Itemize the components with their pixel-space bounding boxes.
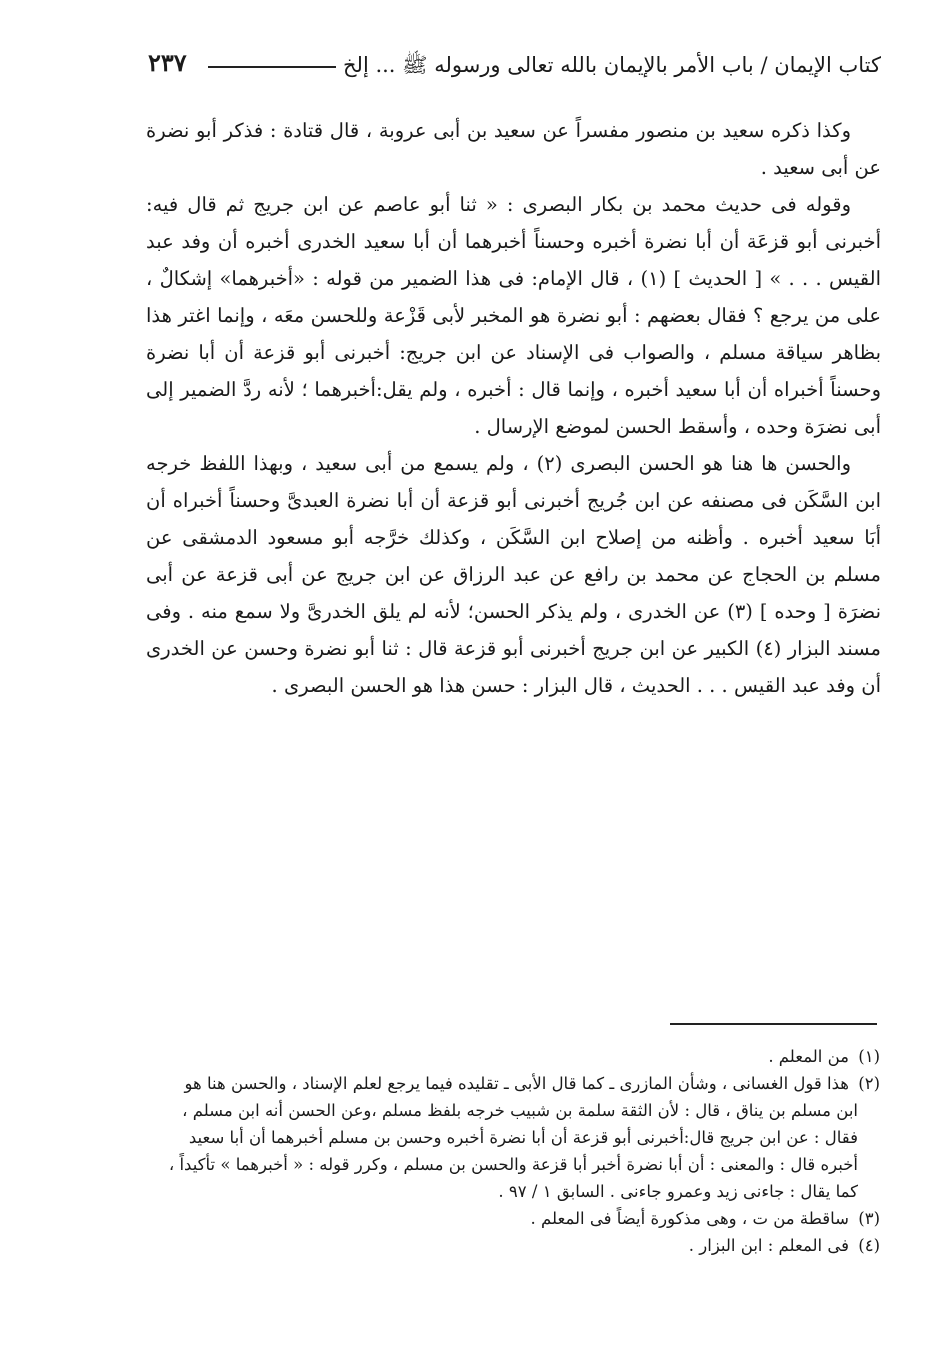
footnote-text: ساقطة من ت ، وهى مذكورة أيضاً فى المعلم . <box>530 1209 849 1228</box>
footnote-2-line-5: كما يقال : جاءنى زيد وعمرو جاءنى . السابق ١ / ٩٧ . <box>498 1182 858 1201</box>
footnote-2-line-3: فقال : عن ابن جريج قال:أخبرنى أبو قزعة أن أبا نضرة أخبره وحسن بن مسلم أخبرهما أن أبا سعيد <box>188 1128 858 1147</box>
footnote-number: (٤) <box>858 1236 880 1255</box>
footnote-number: (٣) <box>858 1209 880 1228</box>
main-text <box>146 112 881 704</box>
paragraph-1: وكذا ذكره سعيد بن منصور مفسراً عن سعيد بن أبى عروبة ، قال قتادة : فذكر أبو نضرة عن أبى سعيد . <box>146 119 881 179</box>
footnote-4 <box>120 1232 880 1259</box>
footnote-3 <box>120 1205 880 1232</box>
footnote-number: (٢) <box>858 1074 880 1093</box>
footnote-number: (١) <box>858 1047 880 1066</box>
paragraph-3: والحسن ها هنا هو الحسن البصرى (٢) ، ولم يسمع من أبى سعيد ، وبهذا اللفظ خرجه ابن السَّكَن فى مصنفه عن ابن جُريج أخبرنى أبو قزعة أن أبا نضرة العبدىَّ وحسناً أخبراه أن أبَا سعيد أخبره . وأظنه من إصلاح ابن السَّكَن ، وكذلك خرَّجه أبو مسعود الدمشقى عن مسلم بن الحجاج عن محمد بن رافع عن عبد الرزاق عن ابن جريج عن أبى قزعة عن أبى نضرَة [ وحده ] (٣) عن الخدرى ، ولم يذكر الحسن؛ لأنه لم يلق الخدرىَّ ولا سمع منه . وفى مسند البزار (٤) الكبير عن ابن جريج أخبرنى أبو قزعة قال : ثنا أبو نضرة وحسن عن الخدرى أن وفد عبد القيس . . . الحديث ، قال البزار : حسن هذا هو الحسن البصرى . <box>146 452 882 697</box>
footnote-2-line-4: أخبره قال : والمعنى : أن أبا نضرة أخبر أبا قزعة والحسن بن مسلم ، وكرر قوله : « أخبرهما » تأكيداً ، <box>168 1155 858 1174</box>
footnote-separator <box>670 1023 877 1025</box>
footnote-text: من المعلم . <box>768 1047 849 1066</box>
footnote-2-line-2: ابن مسلم بن يناق ، قال : لأن الثقة سلمة بن شبيب خرجه بلفظ مسلم ،وعن الحسن أنه ابن مسلم ، <box>182 1101 858 1120</box>
footnote-text: فى المعلم : ابن البزار . <box>688 1236 849 1255</box>
header-title: كتاب الإيمان / باب الأمر بالإيمان بالله تعالى ورسوله ﷺ ... إلخ <box>342 53 881 77</box>
footnotes <box>120 1043 880 1259</box>
footnote-1 <box>120 1043 880 1070</box>
header-rule <box>208 66 336 68</box>
footnote-2 <box>120 1070 880 1097</box>
running-header <box>148 48 881 92</box>
page-number: ٢٣٧ <box>148 48 187 77</box>
footnote-text: هذا قول الغسانى ، وشأن المازرى ـ كما قال الأبى ـ تقليده فيما يرجع لعلم الإسناد ، والحسن هنا هو <box>184 1074 849 1093</box>
paragraph-2: وقوله فى حديث محمد بن بكار البصرى : « ثنا أبو عاصم عن ابن جريج ثم قال فيه: أخبرنى أبو قزعَة أن أبا نضرة أخبره وحسناً أخبرهما أن أبا سعيد الخدرى أخبره أن وفد عبد القيس . . . » [ الحديث ] (١) ، قال الإمام: فى هذا الضمير من قوله : «أخبرهما» إشكالٌ ، على من يرجع ؟ فقال بعضهم : أبو نضرة هو المخبر لأبى قَزْعة وللحسن معَه ، وإنما اغتر هذا بظاهر سياقة مسلم ، والصواب فى الإسناد عن ابن جريج: أخبرنى أبو قزعة أن أبا نضرة وحسناً أخبراه أن أبا سعيد أخبره ، وإنما قال : أخبره ، ولم يقل:أخبرهما ؛ لأنه ردَّ الضمير إلى أبى نضرَة وحده ، وأسقط الحسن لموضع الإرسال . <box>146 193 881 438</box>
